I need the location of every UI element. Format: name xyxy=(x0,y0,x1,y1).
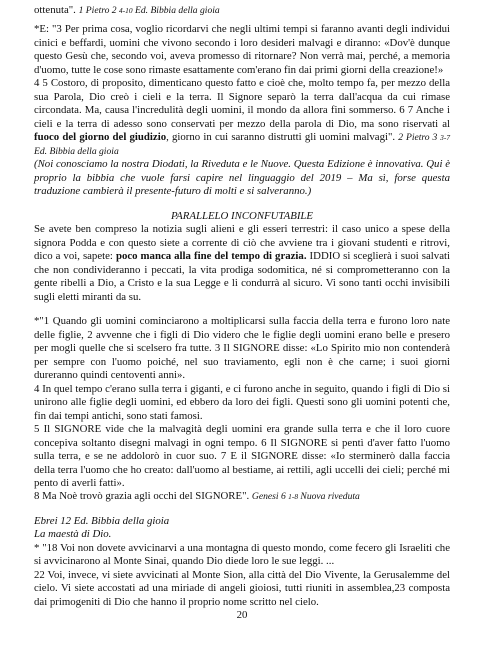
commentary-paragraph: Se avete ben compreso la notizia sugli alieni e gli esseri terrestri: il caso unico a spese della signora Podda e con questo siete a corrente di ciò che avviene tra i giovani studenti e ritrovi, dico a voi, sapete: poco manca alla fine del tempo di grazia. IDDIO si sceglierà i suoi salvati che non condivideranno i peccati, la vita prodiga sodomitica, né si comprometteranno con la gente ribelli a Dio, a Cristo e la sua Legge e li condurrà al sicuro. Vi sono tanti occhi invisibili sugli eletti miranti da su. xyxy=(34,223,450,303)
hebrews-title: Ebrei 12 Ed. Bibbia della gioia xyxy=(34,514,170,527)
page-number: 20 xyxy=(236,609,248,622)
intro-text: ottenuta". xyxy=(34,4,76,16)
genesis-passage-2: 4 In quel tempo c'erano sulla terra i giganti, e ci furono anche in seguito, quando i figli di Dio si unirono alle figlie degli uomini, ed ebbero da loro dei figli. Questi sono gli uomini potenti che, fin dai tempi antichi, sono stati famosi. xyxy=(34,382,450,422)
hebrews-passage-1: * "18 Voi non dovete avvicinarvi a una montagna di questo mondo, come fecero gli Israeliti che si avvicinarono al Monte Sinai, quando Dio diede loro le sue leggi. ... xyxy=(34,541,450,568)
hebrews-passage-2: 22 Voi, invece, vi siete avvicinati al Monte Sion, alla città del Dio Vivente, la Gerusalemme del cielo. Vi siete accostati ad una miriade di angeli gioiosi, tutti riuniti in assemblea,23 composta dai primogeniti di Dio che hanno il proprio nome scritto nel cielo. xyxy=(34,568,450,608)
pietro-reference: 2 Pietro 3 3-7 Ed. Bibbia della gioia xyxy=(34,132,451,157)
pietro-passage-2: 4 5 Costoro, di proposito, dimenticano questo fatto e cioè che, molto tempo fa, per mezzo della sua Parola, Dio creò i cieli e la terra. Il Signore separò la terra dall'acqua da cui rimase circondata. Ma, causa l'incredulità degli uomini, il mondo da allora fini sommerso. 6 7 Anche i cieli e la terra di adesso sono conservati per mezzo della parola di Dio, ma sono riservati al fuoco del giorno del giudizio, giorno in cui saranno distrutti gli uomini malvagi". 2 Pietro 3 3-7 Ed. Bibbia della gioia xyxy=(34,77,451,157)
genesis-reference: Genesi 6 1-8 Nuova riveduta xyxy=(251,491,360,503)
emphasis-judgment-fire: fuoco del giorno del giudizio xyxy=(34,131,167,144)
pietro-passage-1: *E: "3 Per prima cosa, voglio ricordarvi che negli ultimi tempi si faranno avanti degli individui cinici e beffardi, uomini che vivono secondo i loro desideri malvagi e diranno: «Dov'è dunque questo Gesù che, secondo voi, aveva promesso di ritornare? Non verrà mai, perché, a memoria d'uomo, tutte le cose sono rimaste esattamente com'erano fin dai primi giorni della creazione!» xyxy=(34,23,450,76)
section-heading: PARALLELO INCONFUTABILE xyxy=(170,209,314,222)
genesis-passage-3: 5 Il SIGNORE vide che la malvagità degli uomini era grande sulla terra e che il loro cuore concepiva soltanto disegni malvagi in ogni tempo. 6 Il SIGNORE si pentì d'aver fatto l'uomo sulla terra, e se ne addolorò in cuor suo. 7 E il SIGNORE disse: «Io sterminerò dalla faccia della terra l'uomo che ho creato: dall'uomo al bestiame, ai rettili, agli uccelli dei cieli; perché mi pento di averli fatti». xyxy=(34,423,450,489)
genesis-passage-4: 8 Ma Noè trovò grazia agli occhi del SIGNORE". Genesi 6 1-8 Nuova riveduta xyxy=(34,490,360,503)
editorial-note: (Noi conosciamo la nostra Diodati, la Riveduta e le Nuove. Questa Edizione è innovativa. Qui è proprio la bibbia che vuole farsi capire nel linguaggio del 2019 – Ma sì, forse questa traduzione cambierà il presente-futuro di molti e si salveranno.) xyxy=(34,158,450,198)
emphasis-end-of-grace: poco manca alla fine del tempo di grazia. xyxy=(115,250,307,263)
intro-line xyxy=(34,4,450,17)
hebrews-subtitle: La maestà di Dio. xyxy=(34,528,112,541)
intro-reference: 1 Pietro 2 4-10 Ed. Bibbia della gioia xyxy=(78,5,220,16)
document-body xyxy=(34,4,450,623)
genesis-passage-1: *"1 Quando gli uomini cominciarono a moltiplicarsi sulla faccia della terra e furono loro nate delle figlie, 2 avvenne che i figli di Dio videro che le figlie degli uomini erano belle e presero per mogli quelle che si scelsero fra tutte. 3 Il SIGNORE disse: «Lo Spirito mio non contenderà per sempre con l'uomo poiché, nel suo traviamento, egli non è che carne; i suoi giorni dureranno quindi centoventi anni». xyxy=(34,315,450,382)
